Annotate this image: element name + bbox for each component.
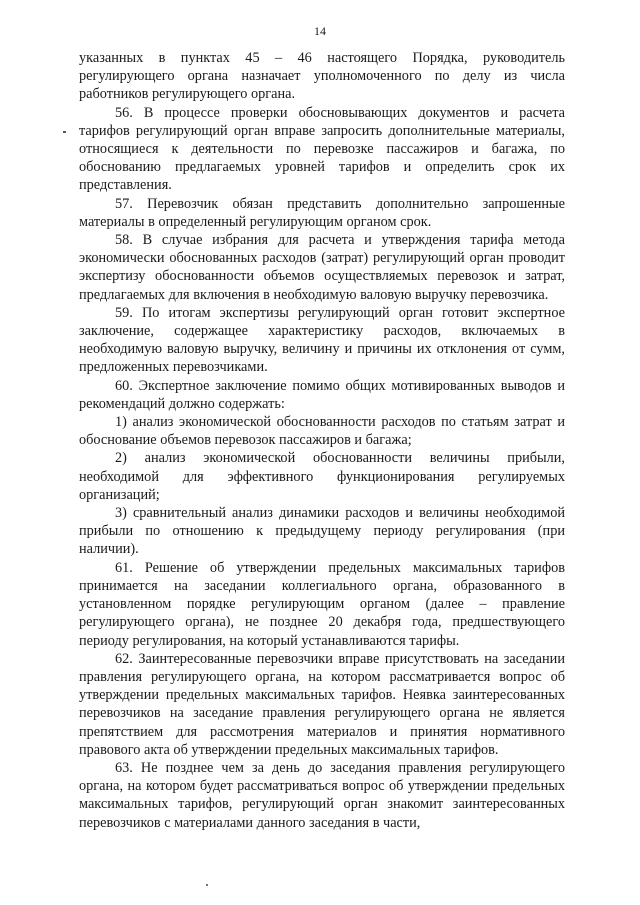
paragraph-61: 61. Решение об утверждении предельных максимальных тарифов принимается на заседании коллегиального органа, образованного в установленном порядке регулирующим органом (далее – правление регулирующего органа), не позднее 20 декабря года, предшествующего периоду регулирования, на который устанавливаются тарифы. bbox=[79, 559, 565, 649]
margin-mark bbox=[63, 131, 66, 133]
paragraph-59: 59. По итогам экспертизы регулирующий орган готовит экспертное заключение, содержащее характеристику расходов, включаемых в необходимую валовую выручку, величину и причины их отклонения от сумм, предложенных перевозчиками. bbox=[79, 304, 565, 376]
paragraph-56: 56. В процессе проверки обосновывающих документов и расчета тарифов регулирующий орган вправе запросить дополнительные материалы, относящиеся к деятельности по перевозке пассажиров и багажа, по обоснованию предлагаемых уровней тарифов и определить срок их представления. bbox=[79, 104, 565, 194]
paragraph-62: 62. Заинтересованные перевозчики вправе присутствовать на заседании правления регулирующего органа, на котором рассматривается вопрос об утверждении предельных максимальных тарифов. Неявка заинтересованных перевозчиков на заседание правления регулирующего органа не является препятствием для рассмотрения материалов и принятия нормативного правового акта об утверждении предельных максимальных тарифов. bbox=[79, 650, 565, 758]
paragraph-57: 57. Перевозчик обязан представить дополнительно запрошенные материалы в определенный регулирующим органом срок. bbox=[79, 195, 565, 230]
list-item-2: 2) анализ экономической обоснованности величины прибыли, необходимой для эффективного функционирования регулируемых организаций; bbox=[79, 450, 565, 503]
scan-speck bbox=[206, 884, 208, 886]
document-body bbox=[79, 49, 565, 832]
paragraph-60: 60. Экспертное заключение помимо общих мотивированных выводов и рекомендаций должно содержать: bbox=[79, 377, 565, 412]
list-item-3: 3) сравнительный анализ динамики расходов и величины необходимой прибыли по отношению к предыдущему периоду регулирования (при наличии). bbox=[79, 505, 565, 558]
paragraph-58: 58. В случае избрания для расчета и утверждения тарифа метода экономически обоснованных расходов (затрат) регулирующий орган проводит экспертизу обоснованности объемов осуществляемых перевозок и затрат, предлагаемых для включения в необходимую валовую выручку перевозчика. bbox=[79, 232, 565, 303]
list-item-1: 1) анализ экономической обоснованности расходов по статьям затрат и обоснование объемов перевозок пассажиров и багажа; bbox=[79, 414, 565, 449]
page-number: 14 bbox=[314, 24, 326, 38]
paragraph-63: 63. Не позднее чем за день до заседания правления регулирующего органа, на котором будет рассматриваться вопрос об утверждении предельных максимальных тарифов, регулирующий орган знакомит заинтересованных перевозчиков с материалами данного заседания в части, bbox=[79, 759, 565, 831]
paragraph-continuation: указанных в пунктах 45 – 46 настоящего Порядка, руководитель регулирующего органа назначает уполномоченного по делу из числа работников регулирующего органа. bbox=[79, 50, 565, 103]
